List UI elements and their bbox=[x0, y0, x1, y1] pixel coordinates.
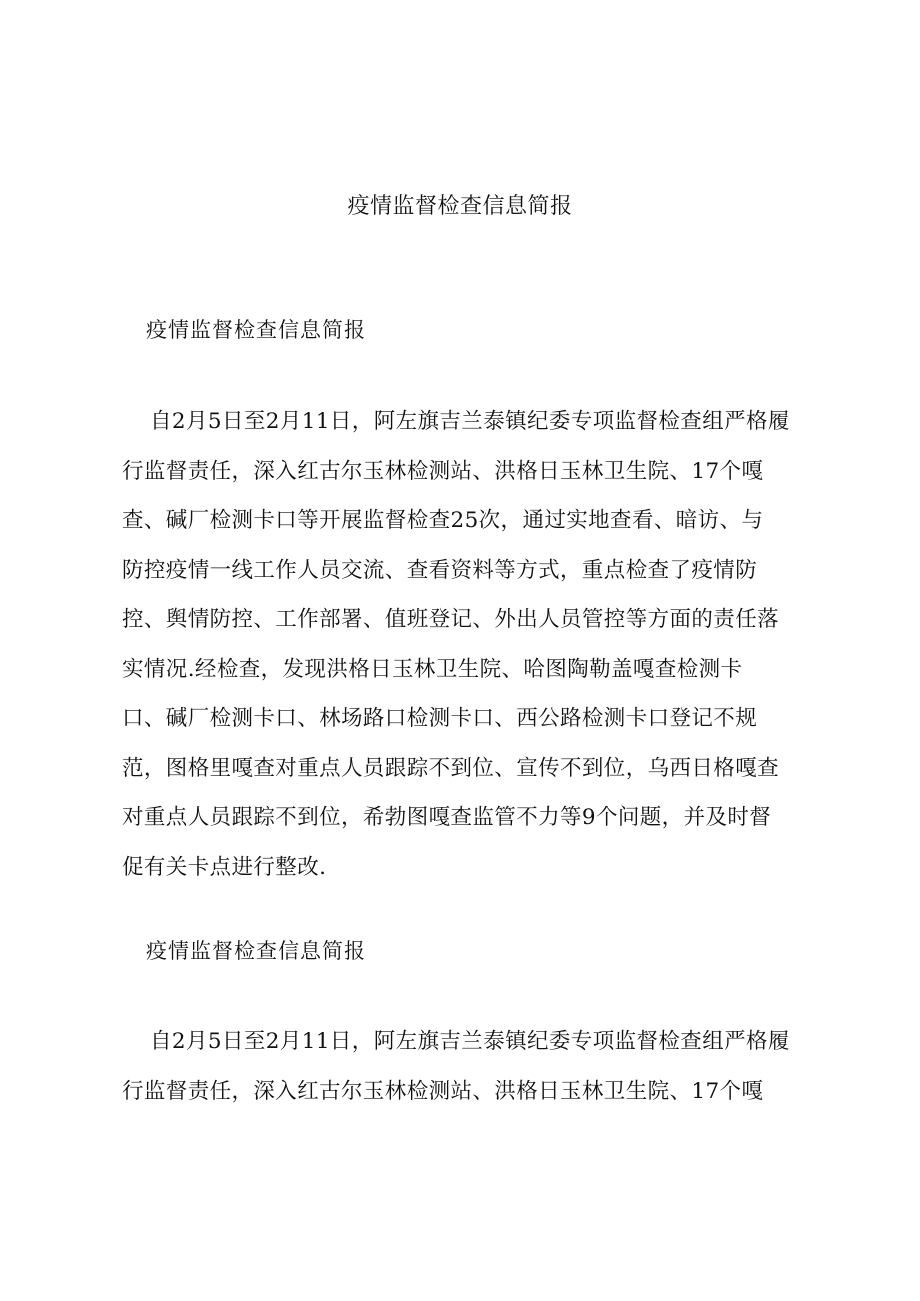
section-paragraph bbox=[122, 1017, 822, 1116]
paragraph-line: 防控疫情一线工作人员交流、查看资料等方式，重点检查了疫情防 bbox=[122, 557, 758, 583]
paragraph-line: 查、碱厂检测卡口等开展监督检查25次，通过实地查看、暗访、与 bbox=[122, 508, 764, 533]
paragraph-line: 范，图格里嘎查对重点人员跟踪不到位、宣传不到位，乌西日格嘎查 bbox=[122, 755, 780, 781]
paragraph-line: 对重点人员跟踪不到位，希勃图嘎查监管不力等9个问题，并及时督 bbox=[122, 805, 772, 830]
paragraph-line: 促有关卡点进行整改. bbox=[122, 854, 327, 880]
paragraph-line: 自2月5日至2月11日，阿左旗吉兰泰镇纪委专项监督检查组严格履 bbox=[150, 409, 790, 434]
section-heading: 疫情监督检查信息简报 bbox=[146, 318, 366, 342]
paragraph-line: 行监督责任，深入红古尔玉林检测站、洪格日玉林卫生院、17个嘎 bbox=[122, 1078, 764, 1104]
section-heading: 疫情监督检查信息简报 bbox=[146, 939, 366, 963]
paragraph-line: 自2月5日至2月11日，阿左旗吉兰泰镇纪委专项监督检查组严格履 bbox=[150, 1029, 790, 1054]
paragraph-line: 控、舆情防控、工作部署、值班登记、外出人员管控等方面的责任落 bbox=[122, 607, 780, 632]
paragraph-line: 实情况.经检查，发现洪格日玉林卫生院、哈图陶勒盖嘎查检测卡 bbox=[122, 656, 743, 682]
paragraph-line: 行监督责任，深入红古尔玉林检测站、洪格日玉林卫生院、17个嘎 bbox=[122, 458, 764, 484]
paragraph-line: 口、碱厂检测卡口、林场路口检测卡口、西公路检测卡口登记不规 bbox=[122, 706, 758, 731]
document-title: 疫情监督检查信息简报 bbox=[347, 194, 573, 219]
section-paragraph bbox=[122, 397, 822, 892]
